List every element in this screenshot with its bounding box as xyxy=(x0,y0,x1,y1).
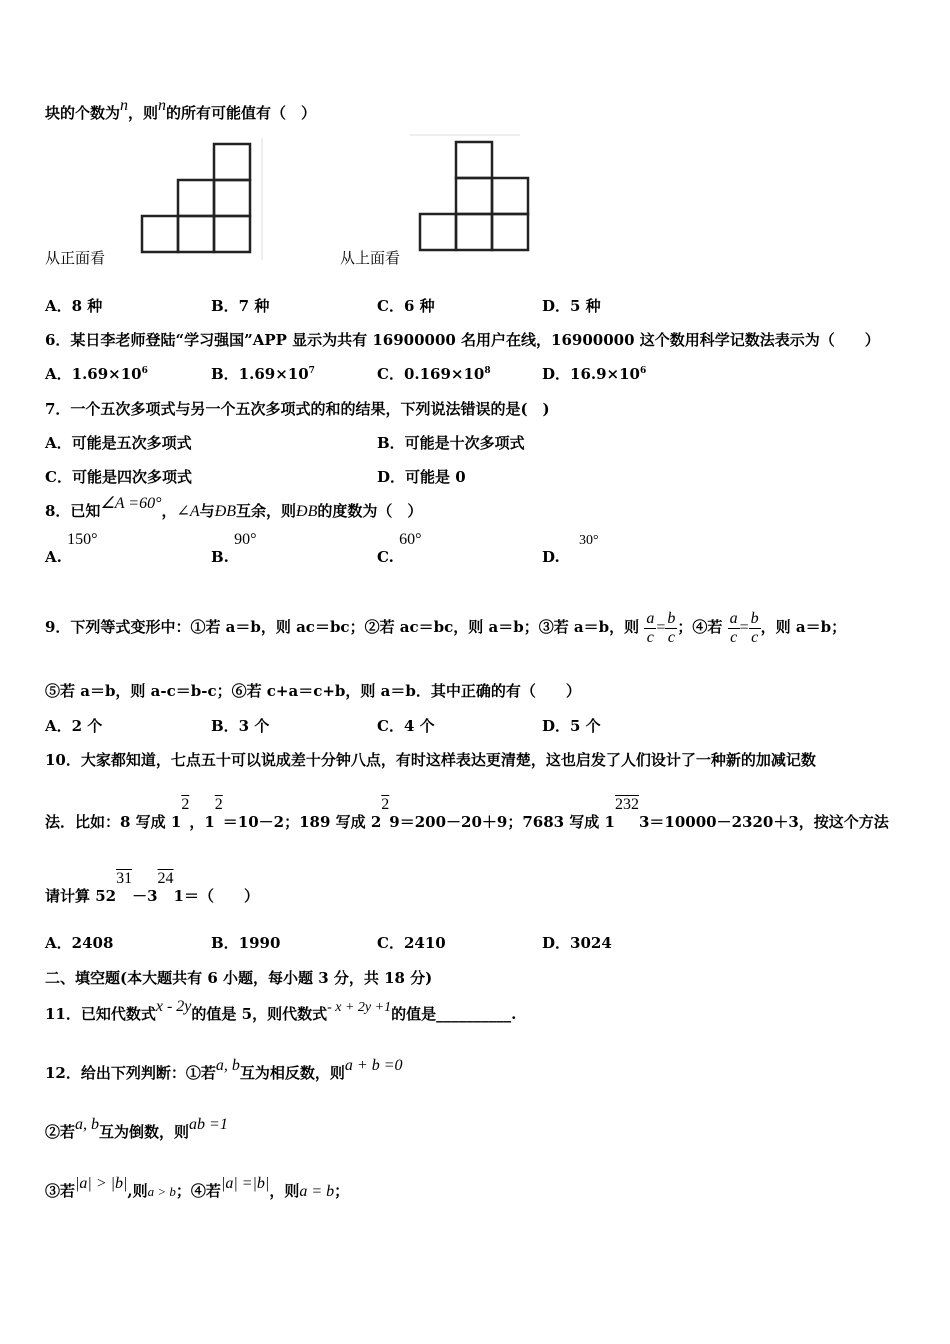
q11-expr: - x + 2y +1 xyxy=(327,1000,392,1015)
q12-text: ,则 xyxy=(127,1182,148,1200)
q8-text: 8．已知 xyxy=(45,502,101,520)
q8-text: 的度数为（ ） xyxy=(317,502,423,520)
front-view-figure xyxy=(132,134,272,264)
q6-c-exp: 8 xyxy=(484,366,491,376)
q12-text: 12．给出下列判断：①若 xyxy=(45,1064,216,1082)
q8-text: 与 xyxy=(199,502,215,520)
q6-a-label: A．1.69×10 xyxy=(45,365,142,383)
q6-c-label: C．0.169×10 xyxy=(377,365,485,383)
frac-num: a xyxy=(646,609,655,627)
q10-text: 9＝200－20＋9；7683 写成 1 xyxy=(389,813,615,831)
q10-option-b[interactable]: B．1990 xyxy=(211,934,281,952)
q8-b-label: B. xyxy=(211,548,229,566)
q6-option-d[interactable] xyxy=(542,363,646,384)
q12-expr: a, b xyxy=(75,1116,100,1133)
q9-text: ，则 a＝b； xyxy=(760,618,847,636)
q10-overline-digit: 2 xyxy=(381,796,390,813)
top-view-figure xyxy=(410,130,550,260)
q12-text: ，则 xyxy=(269,1182,300,1200)
q9-option-d[interactable]: D．5 个 xyxy=(542,717,601,735)
q12-expr: |a| =|b| xyxy=(220,1175,270,1192)
q12-expr: a + b =0 xyxy=(344,1057,403,1074)
q6-d-label: D．16.9×10 xyxy=(542,365,640,383)
q8-option-d[interactable] xyxy=(542,533,599,567)
q10-text: ，1 xyxy=(189,813,215,831)
q10-option-a[interactable]: A．2408 xyxy=(45,934,114,952)
q8-c-label: C. xyxy=(377,548,394,566)
q9-text: 9．下列等式变形中：①若 a＝b，则 ac＝bc；②若 ac＝bc，则 a＝b；③若 a＝b，则 xyxy=(45,618,640,636)
q8-d-value: 30° xyxy=(578,533,599,548)
q12-text: ②若 xyxy=(45,1123,76,1141)
q12-expr: |a| > |b| xyxy=(75,1175,128,1192)
q6-b-label: B．1.69×10 xyxy=(211,365,309,383)
q8-angle-b: ÐB xyxy=(214,503,237,520)
q5-option-c[interactable]: C．6 种 xyxy=(377,297,435,315)
intro-text-c: 的所有可能值有（ ） xyxy=(166,104,317,122)
var-n: n xyxy=(158,97,167,114)
q6-stem: 6．某日李老师登陆“学习强国”APP 显示为共有 16900000 名用户在线，16900000 这个数用科学记数法表示为（ ） xyxy=(45,331,880,349)
q8-a-label: A. xyxy=(45,548,62,566)
front-view-label: 从正面看 xyxy=(45,249,106,267)
q6-a-exp: 6 xyxy=(141,366,148,376)
frac-den: c xyxy=(751,628,759,646)
q9-fraction xyxy=(749,610,761,647)
var-n: n xyxy=(120,97,129,114)
q12-text: 互为相反数，则 xyxy=(239,1064,345,1082)
frac-num: a xyxy=(729,609,738,627)
q9-text: ；④若 xyxy=(677,618,723,636)
q9-fraction xyxy=(644,610,656,647)
q10-overline-digit: 2 xyxy=(214,796,223,813)
q11-answer-blank[interactable]: 的值是__________. xyxy=(391,1005,517,1023)
q9-option-a[interactable]: A．2 个 xyxy=(45,717,103,735)
q9-eq: = xyxy=(656,619,666,636)
q12-text: 互为倒数，则 xyxy=(99,1123,190,1141)
q5-option-d[interactable]: D．5 种 xyxy=(542,297,601,315)
q8-a-value: 150° xyxy=(67,531,98,548)
q10-text: 法．比如：8 写成 1 xyxy=(45,813,182,831)
q11-stem xyxy=(45,998,517,1024)
intro-text: 块的个数为 xyxy=(45,104,121,122)
q8-option-b[interactable] xyxy=(211,531,257,567)
frac-den: c xyxy=(730,628,738,646)
intro-text-b: ，则 xyxy=(128,104,159,122)
q7-option-b[interactable]: B．可能是十次多项式 xyxy=(377,434,525,452)
q12-text: ③若 xyxy=(45,1182,76,1200)
q10-text: 请计算 52 xyxy=(45,887,117,905)
q9-fraction xyxy=(665,610,677,647)
q10-overline-digit: 232 xyxy=(614,796,639,813)
q12-line2 xyxy=(45,1116,228,1142)
section-heading: 二、填空题(本大题共有 6 小题，每小题 3 分，共 18 分) xyxy=(45,969,433,987)
q9-stem xyxy=(45,598,846,657)
q9-option-c[interactable]: C．4 个 xyxy=(377,717,435,735)
frac-num: b xyxy=(667,609,676,627)
q8-option-a[interactable] xyxy=(45,531,98,567)
q10-text: ＝10－2；189 写成 2 xyxy=(222,813,382,831)
q8-text: ， xyxy=(161,502,177,520)
q12-expr: a = b xyxy=(299,1183,335,1200)
q9-line2: ⑤若 a＝b，则 a-c＝b-c；⑥若 c+a＝c+b，则 a＝b．其中正确的有（ ） xyxy=(45,682,581,700)
q10-overline-digit: 2 xyxy=(181,796,190,813)
q10-text: 3＝10000－2320＋3，按这个方法 xyxy=(638,813,889,831)
q6-option-a[interactable] xyxy=(45,363,148,384)
q8-angle-b: ÐB xyxy=(296,503,318,520)
q6-b-exp: 7 xyxy=(308,366,315,376)
frac-num: b xyxy=(750,609,759,627)
q10-option-d[interactable]: D．3024 xyxy=(542,934,612,952)
frac-den: c xyxy=(646,628,654,646)
q12-text: ；④若 xyxy=(175,1182,221,1200)
q12-expr: a, b xyxy=(215,1057,240,1074)
q12-line1 xyxy=(45,1057,403,1083)
q11-text: 11．已知代数式 xyxy=(45,1005,156,1023)
q12-text: ； xyxy=(334,1182,350,1200)
q7-option-d[interactable]: D．可能是 0 xyxy=(377,468,466,486)
q10-line1: 10．大家都知道，七点五十可以说成差十分钟八点，有时这样表达更清楚，这也启发了人们设计了一种新的加减记数 xyxy=(45,751,816,769)
q9-option-b[interactable]: B．3 个 xyxy=(211,717,270,735)
q10-text: －3 xyxy=(132,887,158,905)
top-view-label: 从上面看 xyxy=(340,249,401,267)
q12-expr: a > b xyxy=(147,1184,176,1199)
q7-option-a[interactable]: A．可能是五次多项式 xyxy=(45,434,192,452)
q12-line3 xyxy=(45,1175,350,1201)
q9-eq: = xyxy=(739,619,749,636)
q8-d-label: D. xyxy=(542,548,560,566)
q6-d-exp: 6 xyxy=(639,366,647,376)
q8-c-value: 60° xyxy=(399,531,422,548)
q10-overline-digit: 24 xyxy=(157,870,174,887)
q10-option-c[interactable]: C．2410 xyxy=(377,934,446,952)
q5-option-b[interactable]: B．7 种 xyxy=(211,297,270,315)
q8-angle-a-expr: ∠A =60° xyxy=(100,495,162,512)
frac-den: c xyxy=(667,628,675,646)
q8-text: 互余，则 xyxy=(236,502,297,520)
q6-option-b[interactable] xyxy=(211,363,315,384)
q10-text: 1＝（ ） xyxy=(173,887,259,905)
q8-angle-a: ∠A xyxy=(176,503,200,520)
q8-b-value: 90° xyxy=(234,531,257,548)
q11-expr: x - 2y xyxy=(155,998,192,1015)
q5-option-a[interactable]: A．8 种 xyxy=(45,297,103,315)
q9-fraction xyxy=(728,610,740,647)
q8-stem xyxy=(45,495,423,521)
q10-line2 xyxy=(45,796,889,832)
q8-option-c[interactable] xyxy=(377,531,422,567)
q11-text: 的值是 5，则代数式 xyxy=(191,1005,328,1023)
q10-line3 xyxy=(45,870,259,906)
q12-expr: ab =1 xyxy=(189,1116,228,1133)
q7-stem: 7．一个五次多项式与另一个五次多项式的和的结果，下列说法错误的是( ) xyxy=(45,400,550,418)
q6-option-c[interactable] xyxy=(377,363,491,384)
q7-option-c[interactable]: C．可能是四次多项式 xyxy=(45,468,192,486)
intro-line xyxy=(45,97,317,123)
q10-overline-digit: 31 xyxy=(116,870,133,887)
